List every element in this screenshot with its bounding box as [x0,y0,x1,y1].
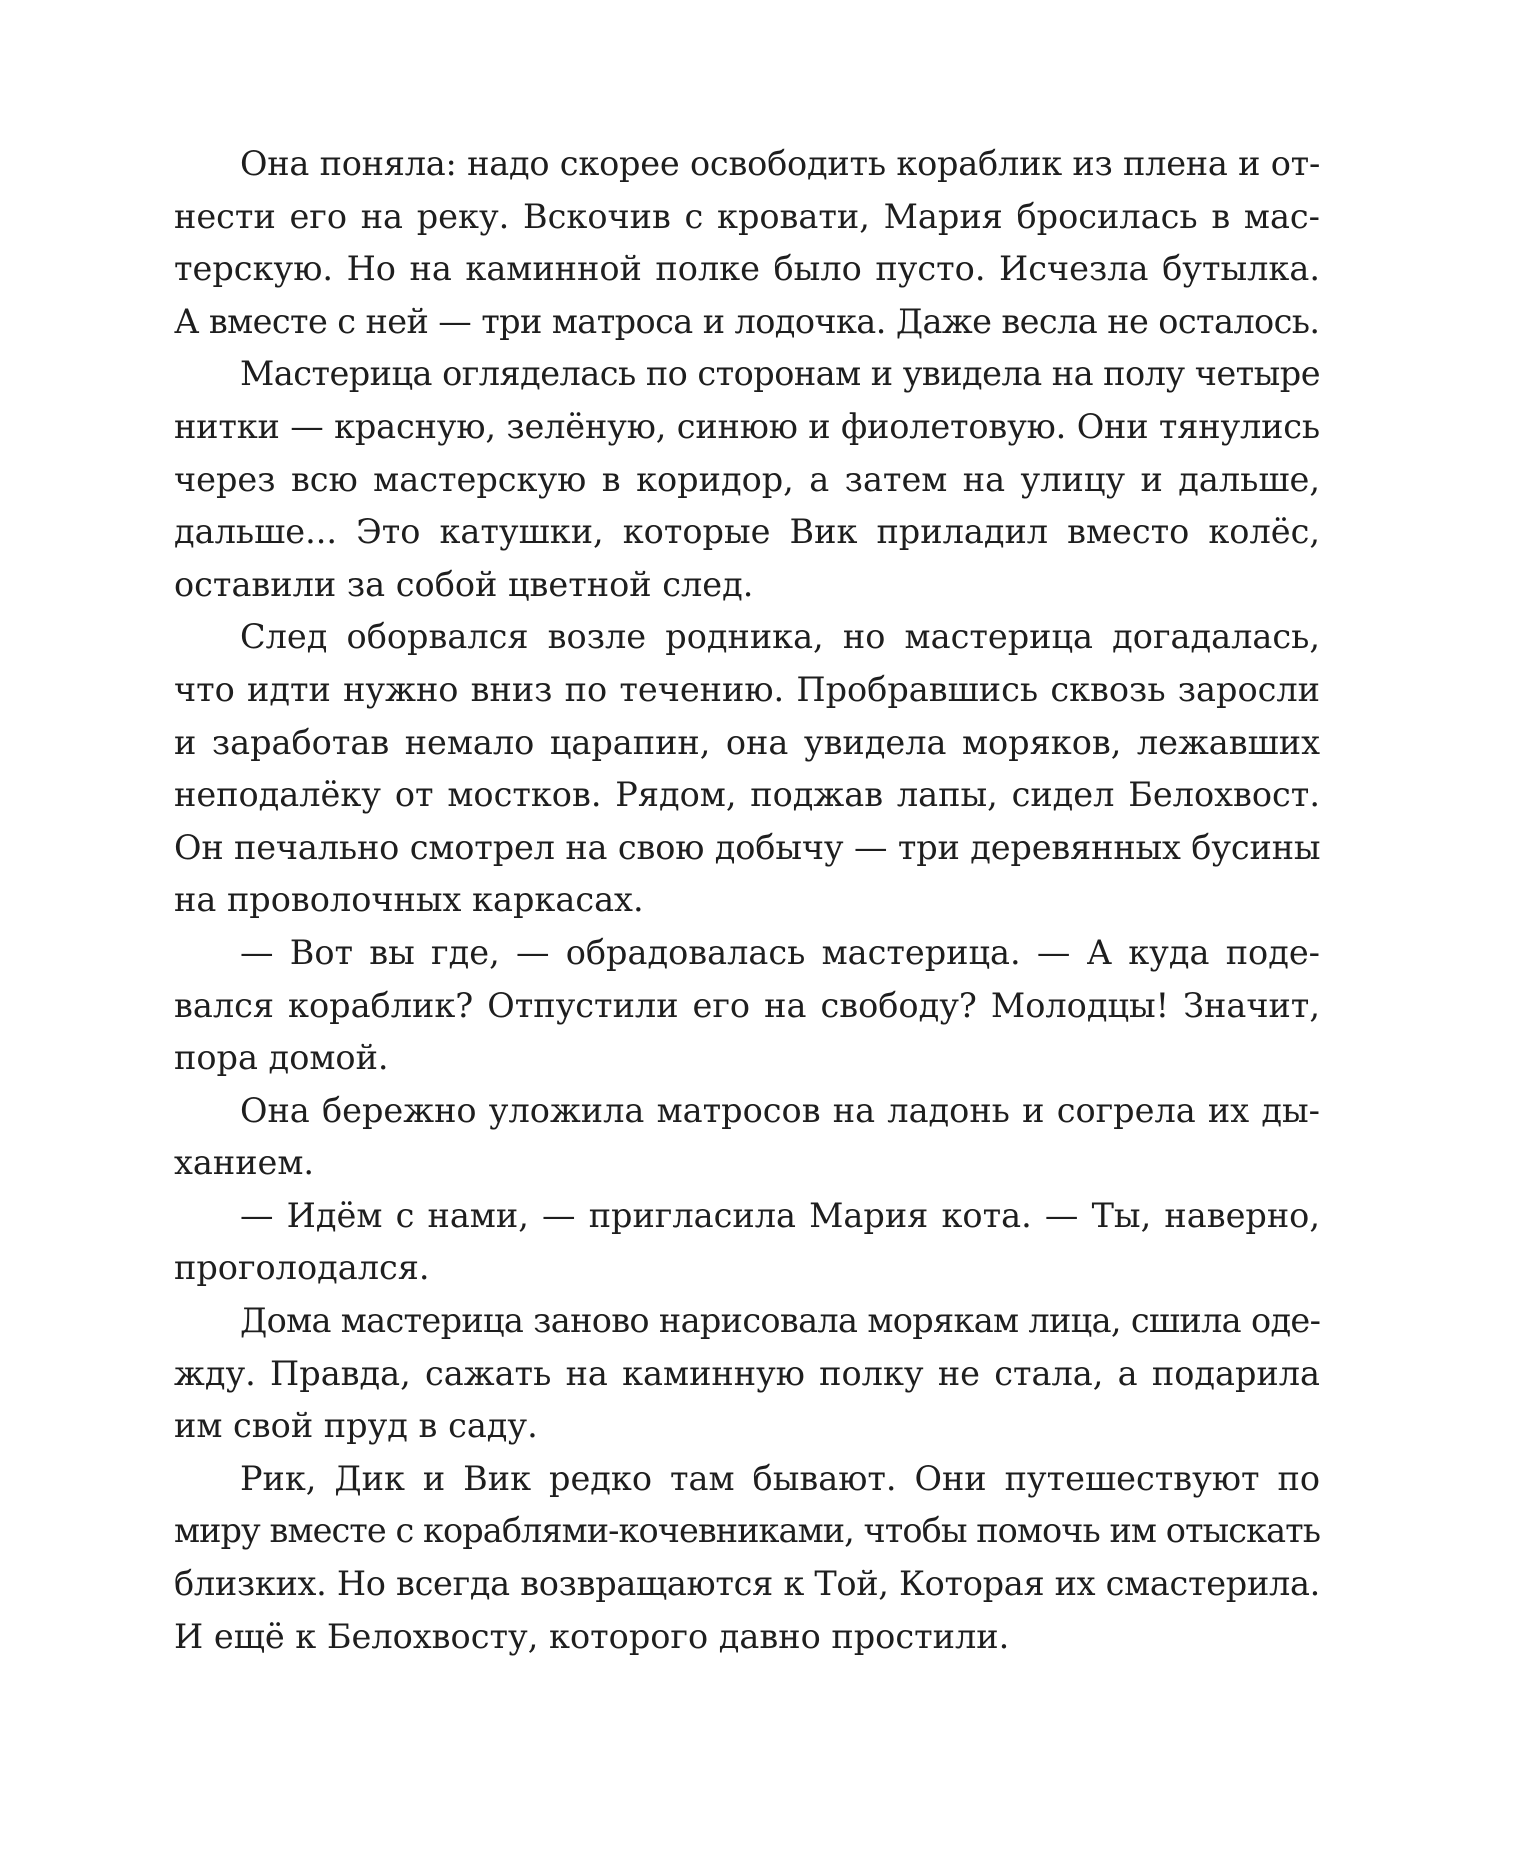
paragraph-1 [174,138,1320,348]
text-line: жду. Правда, сажать на каминную полку не стала, а подарила [174,1353,1320,1393]
text-line: — Вот вы где, — обрадовалась мастерица. — А куда поде- [240,932,1320,972]
text-line: Она поняла: надо скорее освободить кораблик из плена и от- [240,144,1321,183]
paragraph-2 [174,348,1320,611]
text-line: дальше... Это катушки, которые Вик приладил вместо колёс, [174,512,1320,552]
text-line: Он печально смотрел на свою добычу — три деревянных бусины [174,827,1321,867]
text-line: терскую. Но на каминной полке было пусто. Исчезла бутылка. [174,249,1320,289]
paragraph-3 [174,611,1320,927]
text-line: вался кораблик? Отпустили его на свободу? Молодцы! Значит, [174,985,1320,1025]
text-line: Мастерица огляделась по сторонам и увидела на полу четыре [240,354,1320,394]
text-line: пора домой. [174,1038,389,1078]
text-line: И ещё к Белохвосту, которого давно простили. [174,1616,1010,1656]
text-line: Она бережно уложила матросов на ладонь и согрела их ды- [240,1090,1320,1130]
paragraph-4 [174,927,1320,1085]
paragraph-6 [174,1190,1320,1295]
text-line: След оборвался возле родника, но мастерица догадалась, [240,617,1320,657]
text-line: что идти нужно вниз по течению. Пробравшись сквозь заросли [174,669,1320,709]
text-line: близких. Но всегда возвращаются к Той, Которая их смастерила. [174,1564,1320,1604]
text-line: им свой пруд в саду. [174,1406,538,1446]
text-line: ханием. [174,1143,315,1183]
text-line: — Идём с нами, — пригласила Мария кота. — Ты, наверно, [240,1195,1320,1235]
text-line: оставили за собой цветной след. [174,564,754,604]
text-line: миру вместе с кораблями-кочевниками, чтобы помочь им отыскать [174,1511,1321,1551]
paragraph-8 [174,1453,1320,1663]
text-line: нитки — красную, зелёную, синюю и фиолетовую. Они тянулись [174,406,1320,446]
text-line: А вместе с ней — три матроса и лодочка. Даже весла не осталось. [174,301,1320,341]
text-line: неподалёку от мостков. Рядом, поджав лапы, сидел Белохвост. [174,775,1320,815]
text-line: через всю мастерскую в коридор, а затем на улицу и дальше, [174,459,1320,499]
text-line: на проволочных каркасах. [174,880,644,920]
paragraph-7 [174,1295,1320,1453]
paragraph-5 [174,1085,1320,1190]
text-line: проголодался. [174,1248,430,1288]
text-line: Дома мастерица заново нарисовала морякам лица, сшила оде- [240,1301,1321,1341]
text-line: Рик, Дик и Вик редко там бывают. Они путешествуют по [240,1458,1320,1498]
text-line: и заработав немало царапин, она увидела моряков, лежавших [174,722,1320,762]
text-line: нести его на реку. Вскочив с кровати, Мария бросилась в мас- [174,196,1320,236]
book-page [174,138,1320,1663]
